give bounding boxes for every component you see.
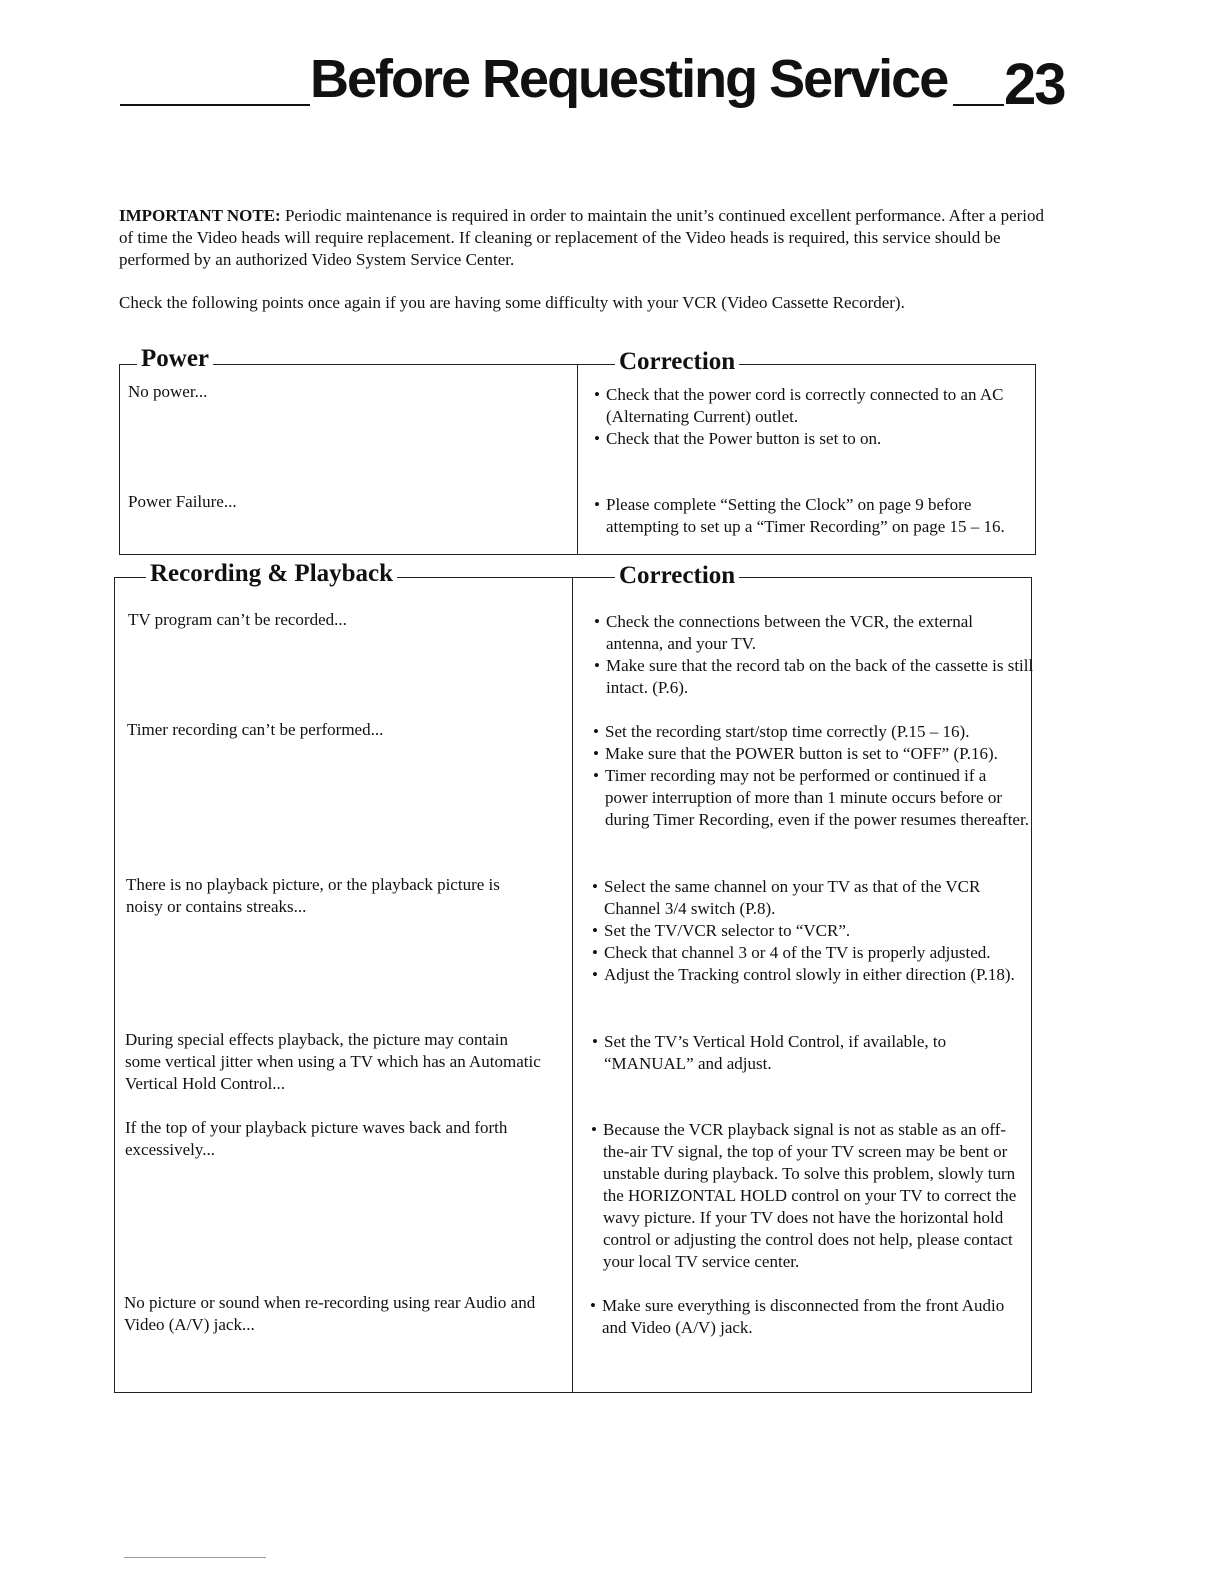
correction-item: • Timer recording may not be performed or continued if a power interruption of more than 1 minute occurs before or during Timer Recording, even if the power resumes thereafter. xyxy=(593,765,1033,831)
recording-correction-3 xyxy=(592,876,1032,986)
correction-item: • Check the connections between the VCR, the external antenna, and your TV. xyxy=(594,611,1034,655)
important-note-body: Periodic maintenance is required in order to maintain the unit’s continued excellent performance. After a period of time the Video heads will require replacement. If cleaning or replacement of the Video heads is required, this service should be performed by an authorized Video System Service Center. xyxy=(119,206,1045,269)
correction-item: • Because the VCR playback signal is not as stable as an off-the-air TV signal, the top of your TV screen may be bent or unstable during playback. To solve this problem, slowly turn the HORIZONTAL HOLD control on your TV to correct the wavy picture. If your TV does not have the horizontal hold control or adjusting the control does not help, please contact your local TV service center. xyxy=(591,1119,1031,1273)
page-number: 23 xyxy=(1004,52,1065,117)
recording-section-title: Recording & Playback xyxy=(146,559,397,589)
correction-item: • Make sure that the record tab on the back of the cassette is still intact. (P.6). xyxy=(594,655,1034,699)
recording-problem-2: Timer recording can’t be performed... xyxy=(127,720,384,739)
power-column-divider xyxy=(577,364,578,555)
correction-item: • Check that the Power button is set to on. xyxy=(594,428,1034,450)
power-problem-2: Power Failure... xyxy=(128,492,237,511)
recording-problem-6: No picture or sound when re-recording using rear Audio and Video (A/V) jack... xyxy=(124,1293,536,1334)
power-correction-2 xyxy=(594,494,1034,538)
recording-correction-1 xyxy=(594,611,1034,699)
correction-item: • Set the TV’s Vertical Hold Control, if available, to “MANUAL” and adjust. xyxy=(592,1031,1032,1075)
recording-problem-1: TV program can’t be recorded... xyxy=(128,610,347,629)
recording-correction-5 xyxy=(591,1119,1031,1273)
recording-correction-6 xyxy=(590,1295,1030,1339)
recording-column-divider xyxy=(572,577,573,1393)
correction-item: • Adjust the Tracking control slowly in either direction (P.18). xyxy=(592,964,1032,986)
recording-problem-5: If the top of your playback picture waves back and forth excessively... xyxy=(125,1118,508,1159)
check-instructions: Check the following points once again if you are having some difficulty with your VCR (Video Cassette Recorder). xyxy=(119,293,905,312)
correction-item: • Set the recording start/stop time correctly (P.15 – 16). xyxy=(593,721,1033,743)
important-note-lead: IMPORTANT NOTE: xyxy=(119,206,281,225)
recording-correction-4 xyxy=(592,1031,1032,1075)
correction-item: • Make sure everything is disconnected from the front Audio and Video (A/V) jack. xyxy=(590,1295,1030,1339)
power-correction-1 xyxy=(594,384,1034,450)
page-title: Before Requesting Service xyxy=(310,52,953,106)
correction-item: • Check that channel 3 or 4 of the TV is properly adjusted. xyxy=(592,942,1032,964)
recording-problem-4: During special effects playback, the picture may contain some vertical jitter when using a TV which has an Automatic Vertical Hold Control... xyxy=(125,1030,541,1093)
power-problem-1: No power... xyxy=(128,382,208,401)
correction-item: • Make sure that the POWER button is set to “OFF” (P.16). xyxy=(593,743,1033,765)
correction-item: • Check that the power cord is correctly connected to an AC (Alternating Current) outlet. xyxy=(594,384,1034,428)
footer-rule xyxy=(124,1557,266,1558)
recording-correction-2 xyxy=(593,721,1033,831)
correction-item: • Set the TV/VCR selector to “VCR”. xyxy=(592,920,1032,942)
recording-correction-title: Correction xyxy=(615,561,739,591)
important-note xyxy=(119,205,1049,271)
power-section-title: Power xyxy=(137,344,213,374)
recording-problem-3: There is no playback picture, or the playback picture is noisy or contains streaks... xyxy=(126,875,500,916)
correction-item: • Please complete “Setting the Clock” on page 9 before attempting to set up a “Timer Recording” on page 15 – 16. xyxy=(594,494,1034,538)
correction-item: • Select the same channel on your TV as that of the VCR Channel 3/4 switch (P.8). xyxy=(592,876,1032,920)
power-correction-title: Correction xyxy=(615,347,739,377)
